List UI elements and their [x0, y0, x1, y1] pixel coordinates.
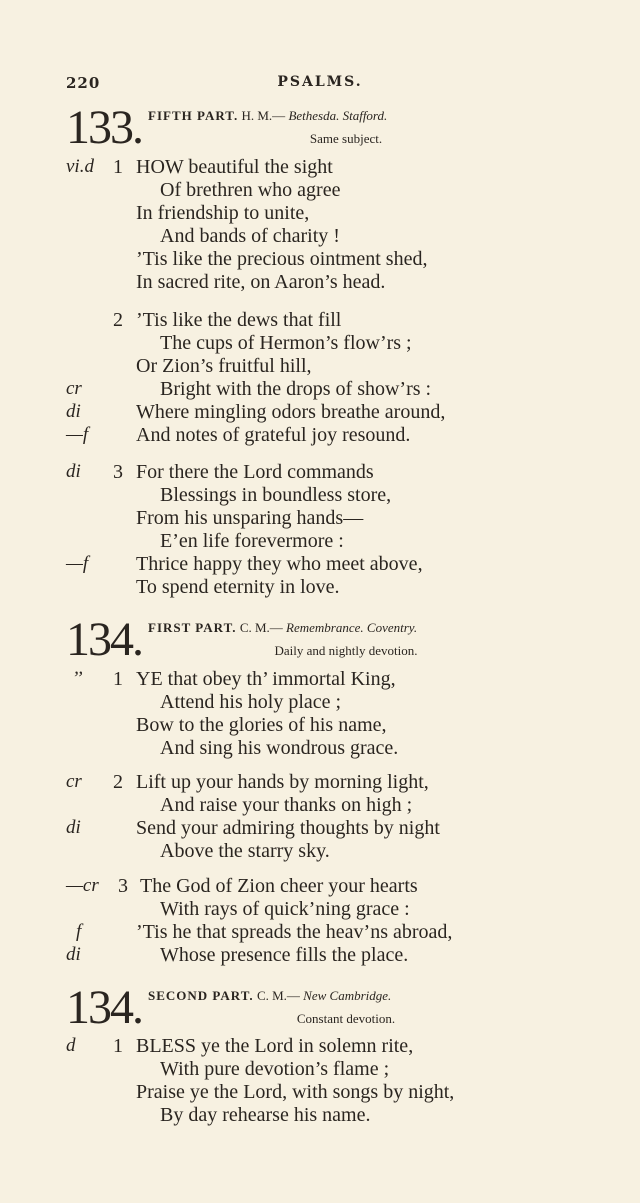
verse-line: Of brethren who agree	[160, 179, 341, 201]
verse-line: Send your admiring thoughts by night	[136, 817, 440, 839]
verse-line: Blessings in boundless store,	[160, 484, 392, 506]
dynamic-mark: cr	[66, 771, 82, 792]
dynamic-mark: di	[66, 401, 81, 422]
verse-line: And raise your thanks on high ;	[160, 794, 413, 816]
tune-names: New Cambridge.	[303, 988, 392, 1003]
verse-line: To spend eternity in love.	[136, 576, 340, 598]
verse-line: And sing his wondrous grace.	[160, 737, 399, 759]
verse-line: From his unsparing hands—	[136, 507, 364, 529]
verse-line: BLESS ye the Lord in solemn rite,	[136, 1035, 414, 1057]
verse-number: 1	[113, 1035, 123, 1057]
verse-line: With pure devotion’s flame ;	[160, 1058, 390, 1080]
verse-number: 2	[113, 771, 123, 793]
dynamic-mark: —f	[66, 424, 89, 445]
verse-line: Whose presence fills the place.	[160, 944, 409, 966]
verse-line: Praise ye the Lord, with songs by night,	[136, 1081, 455, 1103]
dynamic-mark: di	[66, 817, 81, 838]
psalm-number: 133.	[66, 101, 142, 154]
verse-line: In sacred rite, on Aaron’s head.	[136, 271, 386, 293]
verse-line: Above the starry sky.	[160, 840, 330, 862]
psalm-part-line	[148, 620, 417, 636]
part-label: FIRST PART.	[148, 620, 237, 635]
verse-line: Where mingling odors breathe around,	[136, 401, 446, 423]
dynamic-mark: ’’	[72, 668, 83, 689]
dynamic-mark: —cr	[66, 875, 99, 896]
verse-line: YE that obey th’ immortal King,	[136, 668, 396, 690]
psalm-subject: Daily and nightly devotion.	[274, 643, 418, 658]
tune-names: Bethesda. Stafford.	[288, 108, 388, 123]
dynamic-mark: vi.d	[66, 156, 94, 177]
verse-line: For there the Lord commands	[136, 461, 374, 483]
part-label: SECOND PART.	[148, 988, 254, 1003]
running-head: PSALMS.	[277, 74, 363, 90]
verse-line: Lift up your hands by morning light,	[136, 771, 429, 793]
psalm-number: 134.	[66, 981, 142, 1034]
verse-line: E’en life forevermore :	[160, 530, 344, 552]
verse-line: The cups of Hermon’s flow’rs ;	[160, 332, 412, 354]
verse-line: By day rehearse his name.	[160, 1104, 371, 1126]
verse-number: 3	[118, 875, 128, 897]
verse-line: The God of Zion cheer your hearts	[140, 875, 418, 897]
part-label: FIFTH PART.	[148, 108, 239, 123]
tune-names: Remembrance. Coventry.	[286, 620, 418, 635]
verse-number: 1	[113, 156, 123, 178]
verse-line: ’Tis he that spreads the heav’ns abroad,	[136, 921, 453, 943]
dynamic-mark: d	[66, 1035, 76, 1056]
verse-line: ’Tis like the precious ointment shed,	[136, 248, 428, 270]
psalm-part-line	[148, 108, 387, 124]
verse-line: Bow to the glories of his name,	[136, 714, 387, 736]
page-number: 220	[66, 74, 101, 92]
psalm-number: 134.	[66, 613, 142, 666]
psalm-part-line	[148, 988, 391, 1004]
psalm-subject: Same subject.	[309, 131, 383, 146]
verse-line: In friendship to unite,	[136, 202, 310, 224]
meter-label: H. M.—	[241, 108, 286, 123]
verse-number: 1	[113, 668, 123, 690]
verse-line: Bright with the drops of show’rs :	[160, 378, 432, 400]
page-header	[0, 74, 640, 96]
psalm-subject: Constant devotion.	[296, 1011, 396, 1026]
verse-line: And notes of grateful joy resound.	[136, 424, 411, 446]
verse-number: 2	[113, 309, 123, 331]
dynamic-mark: di	[66, 461, 81, 482]
meter-label: C. M.—	[239, 620, 283, 635]
dynamic-mark: f	[76, 921, 82, 942]
verse-line: And bands of charity !	[160, 225, 340, 247]
verse-number: 3	[113, 461, 123, 483]
verse-line: ’Tis like the dews that fill	[136, 309, 342, 331]
verse-line: Thrice happy they who meet above,	[136, 553, 423, 575]
verse-line: Attend his holy place ;	[160, 691, 342, 713]
dynamic-mark: —f	[66, 553, 89, 574]
dynamic-mark: di	[66, 944, 81, 965]
verse-line: HOW beautiful the sight	[136, 156, 333, 178]
verse-line: Or Zion’s fruitful hill,	[136, 355, 312, 377]
meter-label: C. M.—	[256, 988, 300, 1003]
dynamic-mark: cr	[66, 378, 82, 399]
verse-line: With rays of quick’ning grace :	[160, 898, 410, 920]
